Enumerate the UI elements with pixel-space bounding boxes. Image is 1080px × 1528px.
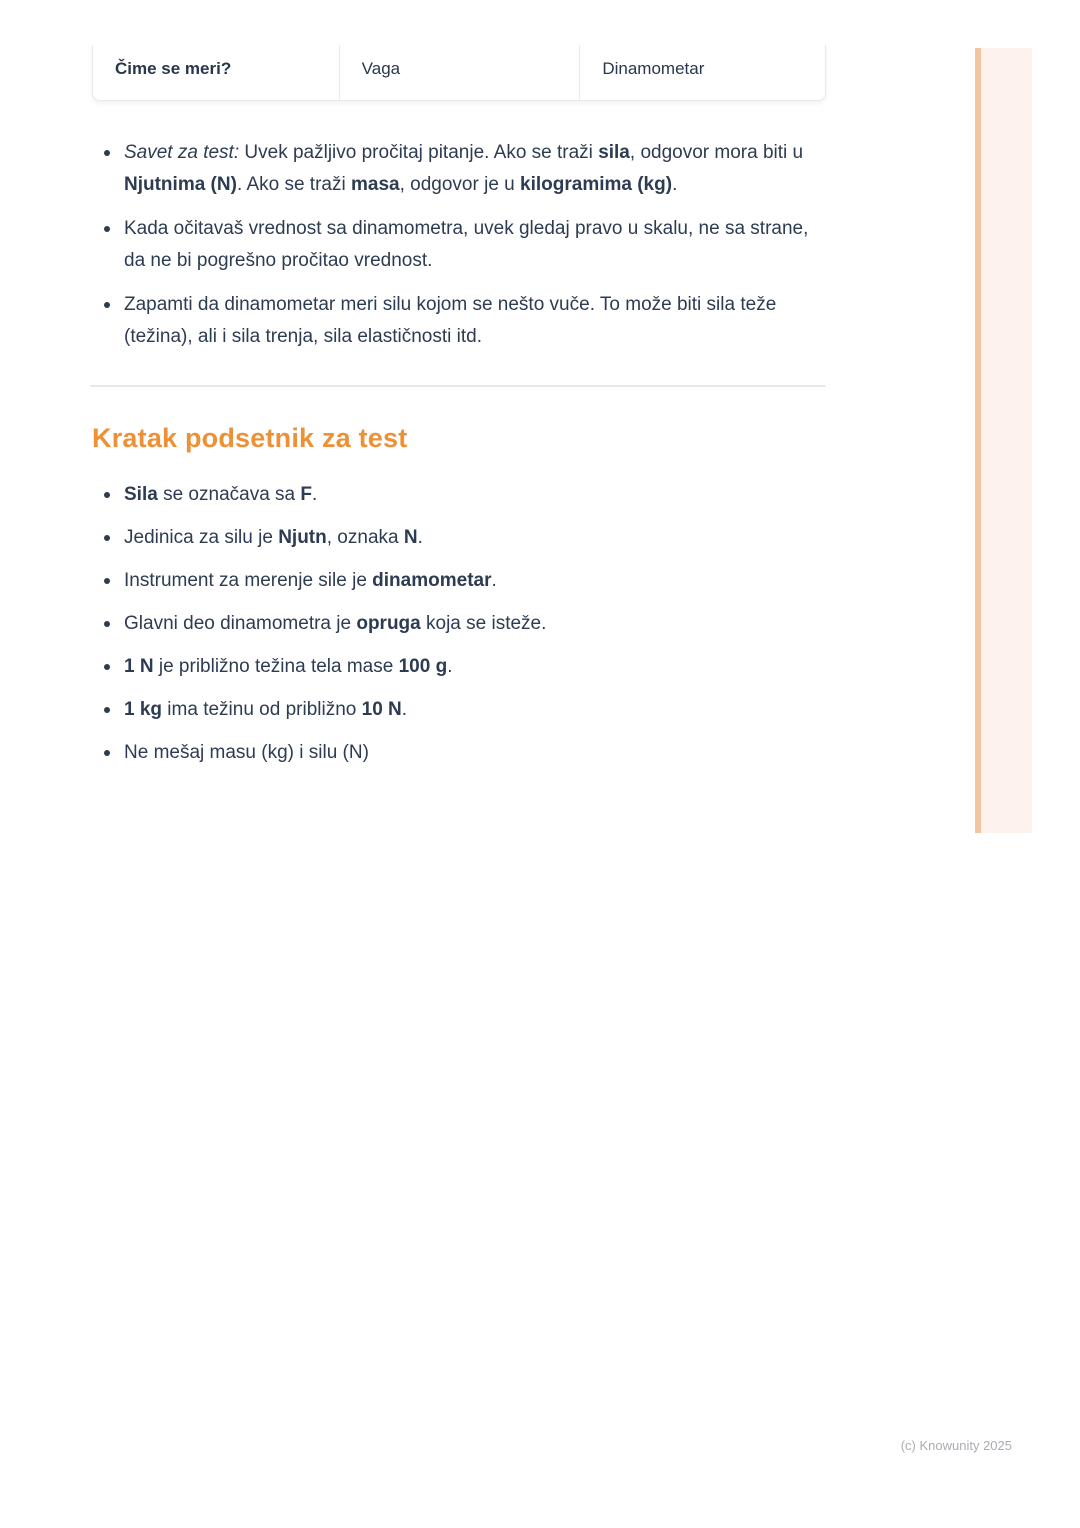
list-item: Savet za test: Uvek pažljivo pročitaj pitanje. Ako se traži sila, odgovor mora biti u Njutnima (N). Ako se traži masa, odgovor je u kilogramima (kg). bbox=[92, 137, 832, 201]
table-cell-vaga: Vaga bbox=[339, 45, 580, 100]
table-cell-question: Čime se meri? bbox=[115, 59, 232, 78]
measurement-table-row bbox=[92, 45, 826, 101]
list-item: Glavni deo dinamometra je opruga koja se isteže. bbox=[92, 608, 832, 640]
accent-stripe-panel bbox=[981, 48, 1032, 833]
list-item: Zapamti da dinamometar meri silu kojom se nešto vuče. To može biti sila teže (težina), ali i sila trenja, sila elastičnosti itd. bbox=[92, 289, 832, 353]
list-item: Ne mešaj masu (kg) i silu (N) bbox=[92, 737, 832, 769]
list-item: Kada očitavaš vrednost sa dinamometra, uvek gledaj pravo u skalu, ne sa strane, da ne bi pogrešno pročitao vrednost. bbox=[92, 213, 832, 277]
list-item: 1 kg ima težinu od približno 10 N. bbox=[92, 694, 832, 726]
section-divider bbox=[90, 385, 826, 387]
list-item: 1 N je približno težina tela mase 100 g. bbox=[92, 651, 832, 683]
reminder-list bbox=[92, 479, 832, 780]
tips-list bbox=[92, 137, 832, 365]
list-item: Jedinica za silu je Njutn, oznaka N. bbox=[92, 522, 832, 554]
section-heading: Kratak podsetnik za test bbox=[92, 423, 408, 453]
table-cell-dinamometar: Dinamometar bbox=[579, 45, 825, 100]
list-item: Instrument za merenje sile je dinamometar. bbox=[92, 565, 832, 597]
list-item: Sila se označava sa F. bbox=[92, 479, 832, 511]
copyright-text: (c) Knowunity 2025 bbox=[900, 1438, 1012, 1453]
